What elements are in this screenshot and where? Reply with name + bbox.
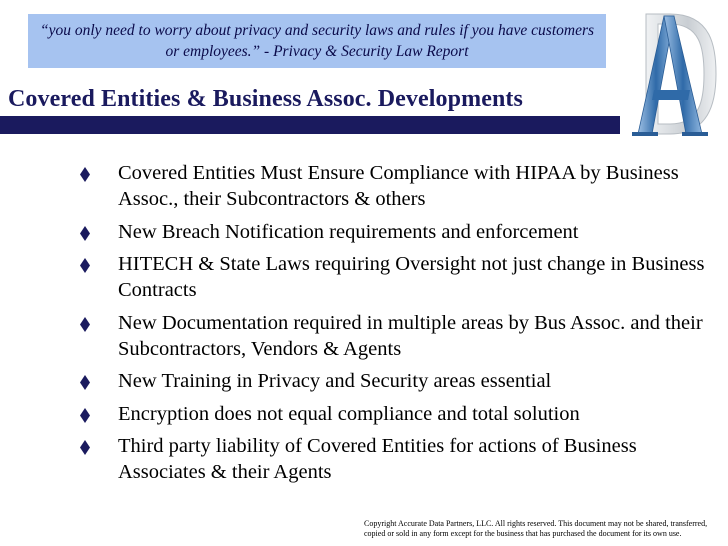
bullet-text: New Training in Privacy and Security areas essential [118,370,552,392]
bullet-item [80,401,720,427]
diamond-bullet-icon [80,226,90,241]
bullet-text: New Breach Notification requirements and enforcement [118,220,579,243]
diamond-bullet-icon [80,258,90,273]
bullet-item [80,219,720,245]
bullet-item [80,433,720,485]
bullet-item [80,310,720,362]
diamond-bullet-icon [80,167,90,182]
bullet-text: Encryption does not equal compliance and total solution [118,402,580,425]
ad-monogram-logo [624,8,720,140]
slide-title: Covered Entities & Business Assoc. Developments [8,86,523,112]
quote-text: “you only need to worry about privacy and security laws and rules if you have customers or employees.” - Privacy & Security Law Report [39,22,595,60]
diamond-bullet-icon [80,375,90,390]
bullet-item [80,160,720,212]
diamond-bullet-icon [80,440,90,455]
copyright-notice: Copyright Accurate Data Partners, LLC. All rights reserved. This document may not be shared, transferred, copied or sold in any form except for the business that has purchased the document for its own use. [364,519,708,538]
title-underline-bar [0,116,620,134]
bullet-item [80,368,720,394]
diamond-bullet-icon [80,317,90,332]
bullet-list [80,160,720,492]
bullet-text: HITECH & State Laws requiring Oversight not just change in Business Contracts [118,253,705,301]
diamond-bullet-icon [80,408,90,423]
bullet-item [80,251,720,303]
bullet-text: Covered Entities Must Ensure Compliance with HIPAA by Business Assoc., their Subcontractors & others [118,162,679,210]
quote-banner [28,14,606,68]
bullet-text: New Documentation required in multiple areas by Bus Assoc. and their Subcontractors, Vendors & Agents [118,311,703,360]
bullet-text: Third party liability of Covered Entities for actions of Business Associates & their Agents [118,435,637,483]
